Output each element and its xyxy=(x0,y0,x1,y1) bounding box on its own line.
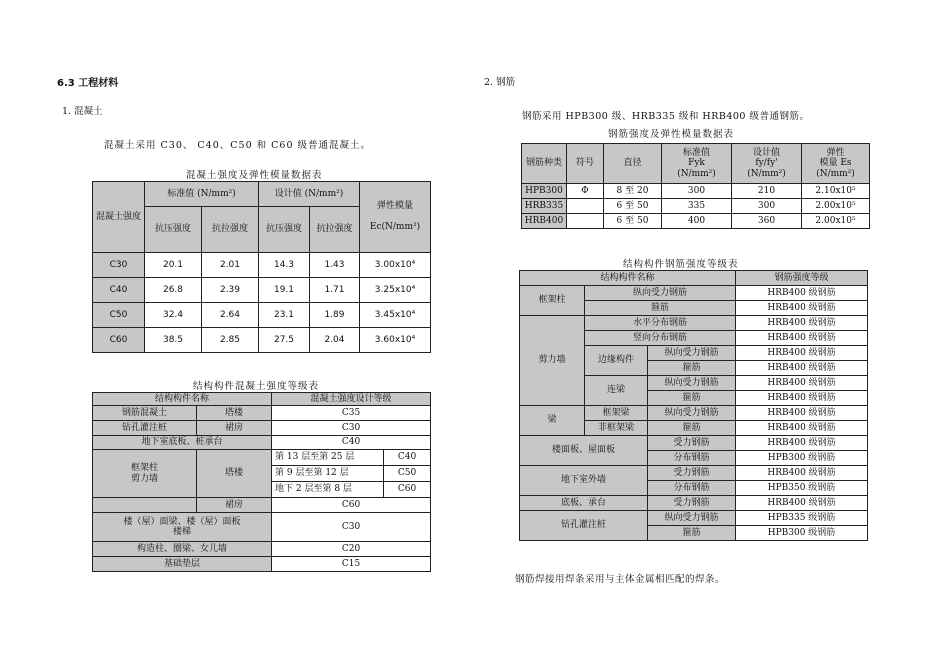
row-label: 塔楼 xyxy=(197,450,272,498)
header-comp: 抗压强度 xyxy=(145,207,202,253)
header-des: 设计值 fy/fy' (N/mm²) xyxy=(732,144,802,184)
table-row: C30 20.1 2.01 14.3 1.43 3.00x10⁴ xyxy=(93,253,431,278)
row-label: 剪力墙 xyxy=(520,316,585,406)
grade-cell: HRB400 级钢筋 xyxy=(736,346,868,361)
grade-cell: C30 xyxy=(272,421,431,436)
row-label: 纵向受力钢筋 xyxy=(648,346,736,361)
row-label: 框架梁 xyxy=(585,406,648,421)
grade-cell: C15 xyxy=(272,557,431,572)
grade-cell: C50 xyxy=(384,466,431,482)
header-name: 结构构件名称 xyxy=(520,271,736,286)
header-comp: 抗压强度 xyxy=(259,207,310,253)
grade-cell: HRB400 级钢筋 xyxy=(736,331,868,346)
row-label: 框架柱 剪力墙 xyxy=(93,450,197,498)
row-label: 箍筋 xyxy=(648,361,736,376)
floor-range: 第 13 层至第 25 层 xyxy=(272,450,384,466)
row-label: 裙房 xyxy=(197,421,272,436)
row-label: 受力钢筋 xyxy=(648,496,736,511)
grade-cell: HRB400 级钢筋 xyxy=(736,421,868,436)
concrete-intro: 混凝土采用 C30、 C40、C50 和 C60 级普通混凝土。 xyxy=(104,140,372,151)
grade-cell: C40 xyxy=(272,436,431,450)
header-concrete: 混凝土强度 xyxy=(93,182,145,253)
row-label: 楼面板、屋面板 xyxy=(520,436,648,466)
grade-cell: HRB400 级钢筋 xyxy=(736,466,868,481)
blank-cell xyxy=(93,498,197,513)
header-name: 结构构件名称 xyxy=(93,393,272,406)
table4-title: 结构构件钢筋强度等级表 xyxy=(623,259,739,270)
grade-cell: HRB400 级钢筋 xyxy=(736,391,868,406)
section-title: 6.3 工程材料 xyxy=(57,78,119,89)
grade-cell: HPB350 级钢筋 xyxy=(736,481,868,496)
header-design: 设计值 (N/mm²) xyxy=(259,182,360,207)
grade-cell: HRB400 级钢筋 xyxy=(736,286,868,301)
row-label: 箍筋 xyxy=(648,526,736,541)
row-label: 受力钢筋 xyxy=(648,466,736,481)
table-row: C60 38.5 2.85 27.5 2.04 3.60x10⁴ xyxy=(93,328,431,353)
row-label: 纵向受力钢筋 xyxy=(648,376,736,391)
table-row: HPB300 Φ 8 至 20 300 210 2.10x10⁵ xyxy=(522,184,870,199)
row-label: 受力钢筋 xyxy=(648,436,736,451)
header-grade: 钢筋强度等级 xyxy=(736,271,868,286)
row-label: 竖向分布钢筋 xyxy=(585,331,736,346)
table-row: HRB335 6 至 50 335 300 2.00x10⁵ xyxy=(522,199,870,214)
header-mod: 弹性 模量 Es (N/mm²) xyxy=(802,144,870,184)
table2-title: 结构构件混凝土强度等级表 xyxy=(193,381,320,392)
row-label: 分布钢筋 xyxy=(648,451,736,466)
row-label: 框架柱 xyxy=(520,286,585,316)
row-label: 楼（屋）面梁、楼（屋）面板 楼梯 xyxy=(93,513,272,542)
grade-cell: C30 xyxy=(272,513,431,542)
row-label: 构造柱、圈梁、女儿墙 xyxy=(93,542,272,557)
row-label: 箍筋 xyxy=(648,391,736,406)
header-type: 钢筋种类 xyxy=(522,144,567,184)
row-label: 连梁 xyxy=(585,376,648,406)
steel-intro: 钢筋采用 HPB300 级、HRB335 级和 HRB400 级普通钢筋。 xyxy=(522,111,810,122)
row-label: 底板、承台 xyxy=(520,496,648,511)
table3-title: 钢筋强度及弹性模量数据表 xyxy=(608,129,735,140)
row-label: 地下室外墙 xyxy=(520,466,648,496)
grade-cell: C40 xyxy=(384,450,431,466)
row-label: 基础垫层 xyxy=(93,557,272,572)
steel-grade-table xyxy=(519,270,868,541)
grade-cell: C60 xyxy=(272,498,431,513)
grade-cell: C35 xyxy=(272,406,431,421)
row-label: 纵向受力钢筋 xyxy=(648,511,736,526)
header-symbol: 符号 xyxy=(567,144,604,184)
row-label: 分布钢筋 xyxy=(648,481,736,496)
header-modulus: 弹性模量 Ec(N/mm²) xyxy=(360,182,431,253)
row-label: 非框架梁 xyxy=(585,421,648,436)
grade-cell: C60 xyxy=(384,482,431,498)
subsection-steel: 2. 钢筋 xyxy=(484,77,516,88)
row-label: 箍筋 xyxy=(648,421,736,436)
row-label: 纵向受力钢筋 xyxy=(585,286,736,301)
row-label: 钢筋混凝土 xyxy=(93,406,197,421)
header-tens: 抗拉强度 xyxy=(202,207,259,253)
weld-note: 钢筋焊接用焊条采用与主体金属相匹配的焊条。 xyxy=(515,574,726,585)
table-row: C50 32.4 2.64 23.1 1.89 3.45x10⁴ xyxy=(93,303,431,328)
row-label: 塔楼 xyxy=(197,406,272,421)
header-tens: 抗拉强度 xyxy=(310,207,360,253)
grade-cell: HRB400 级钢筋 xyxy=(736,496,868,511)
subsection-concrete: 1. 混凝土 xyxy=(62,106,103,117)
row-label: 地下室底板、桩承台 xyxy=(93,436,272,450)
grade-cell: HRB400 级钢筋 xyxy=(736,406,868,421)
row-label: 纵向受力钢筋 xyxy=(648,406,736,421)
table1-title: 混凝土强度及弹性模量数据表 xyxy=(186,170,323,181)
concrete-strength-table xyxy=(92,181,431,353)
table-row: C40 26.8 2.39 19.1 1.71 3.25x10⁴ xyxy=(93,278,431,303)
row-label: 梁 xyxy=(520,406,585,436)
header-grade: 混凝土强度设计等级 xyxy=(272,393,431,406)
concrete-grade-table xyxy=(92,392,431,572)
grade-cell: C20 xyxy=(272,542,431,557)
grade-cell: HRB400 级钢筋 xyxy=(736,376,868,391)
grade-cell: HPB335 级钢筋 xyxy=(736,511,868,526)
header-standard: 标准值 (N/mm²) xyxy=(145,182,259,207)
steel-strength-table xyxy=(521,143,870,229)
grade-cell: HRB400 级钢筋 xyxy=(736,436,868,451)
row-label: 边缘构件 xyxy=(585,346,648,376)
row-label: 裙房 xyxy=(197,498,272,513)
table-row: HRB400 6 至 50 400 360 2.00x10⁵ xyxy=(522,214,870,229)
grade-cell: HRB400 级钢筋 xyxy=(736,361,868,376)
floor-range: 第 9 层至第 12 层 xyxy=(272,466,384,482)
floor-range: 地下 2 层至第 8 层 xyxy=(272,482,384,498)
row-label: 钻孔灌注桩 xyxy=(93,421,197,436)
row-label: 钻孔灌注桩 xyxy=(520,511,648,541)
grade-cell: HPB300 级钢筋 xyxy=(736,451,868,466)
grade-cell: HPB300 级钢筋 xyxy=(736,526,868,541)
grade-cell: HRB400 级钢筋 xyxy=(736,316,868,331)
header-std: 标准值 Fyk (N/mm²) xyxy=(662,144,732,184)
header-diameter: 直径 xyxy=(604,144,662,184)
row-label: 箍筋 xyxy=(585,301,736,316)
row-label: 水平分布钢筋 xyxy=(585,316,736,331)
grade-cell: HRB400 级钢筋 xyxy=(736,301,868,316)
